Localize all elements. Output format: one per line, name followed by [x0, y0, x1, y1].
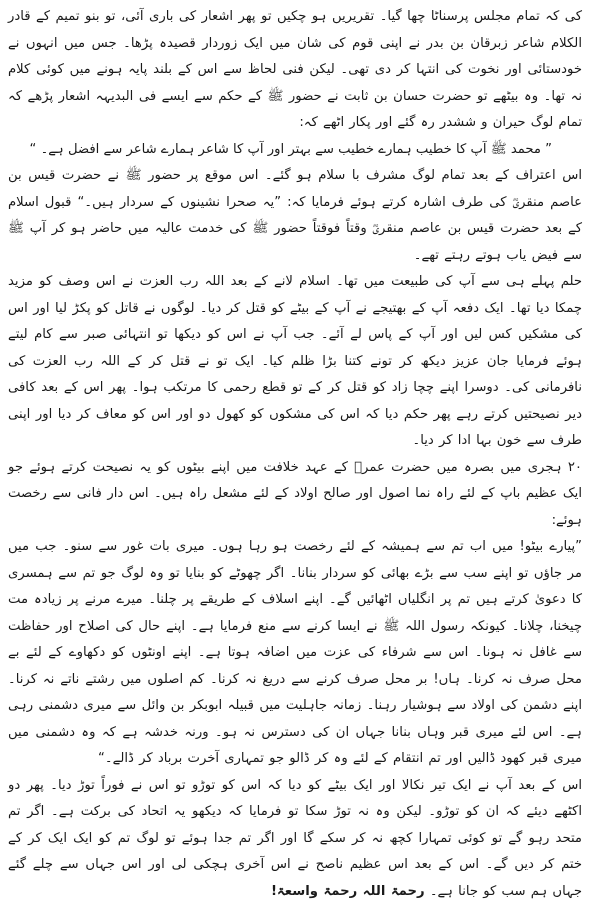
paragraph-final-advice-intro: ۲۰ ہجری میں بصرہ میں حضرت عمرؓ کے عہد خلافت میں اپنے بیٹوں کو یہ نصیحت کرتے ہوئے جو ایک عظیم باپ کے لئے راہ نما اصول اور صالح اولاد کے لئے مشعل راہ ہیں۔ اس دار فانی سے رخصت ہوئے:	[8, 455, 582, 535]
quote-tribe-acknowledgement: ” محمد ﷺ آپ کا خطیب ہمارے خطیب سے بہتر اور آپ کا شاعر ہمارے شاعر سے افضل ہے۔ “	[8, 137, 582, 164]
closing-prayer: رحمۃ اللہ رحمۃ واسعۃ!	[271, 884, 425, 899]
paragraph-arrows-lesson-text: اس کے بعد آپ نے ایک تیر نکالا اور ایک بیٹے کو دیا کہ اس کو توڑو تو اس نے فوراً توڑ دیا۔ پھر دو اکٹھے دیئے کہ ان کو توڑو۔ لیکن وہ نہ توڑ سکا تو فرمایا کہ دیکھو یہ اتحاد کی برکت ہے۔ اگر تم متحد رہو گے تو کوئی تمہارا کچھ نہ کر سکے گا اور اگر تم جدا ہوئے تو لوگ تم کو ایک ایک کر کے ختم کر دیں گے۔ اس کے بعد اس عظیم ناصح نے اس آخری ہچکی لی اور اس جہاں سے چلے گئے جہاں ہم سب کو جانا ہے۔	[8, 778, 582, 899]
quote-final-advice: ”پیارے بیٹو! میں اب تم سے ہمیشہ کے لئے رخصت ہو رہا ہوں۔ میری بات غور سے سنو۔ جب میں مر جاؤں تو اپنے سب سے بڑے بھائی کو سردار بنانا۔ اگر چھوٹے کو بنایا تو وہ لوگ جو تم سے ہمسری کا دعویٰ کرتے ہیں تم پر انگلیاں اٹھائیں گے۔ اپنے اسلاف کے طریقے پر چلنا۔ میرے مرنے پر زیادہ مت چیخنا، چلانا۔ کیونکہ رسول اللہ ﷺ نے ایسا کرنے سے منع فرمایا ہے۔ اپنے حال کی اصلاح اور حفاظت سے غافل نہ ہونا۔ اس سے شرفاء کی عزت میں اضافہ ہوتا ہے۔ اپنے اونٹوں کو دکھاوے کے لئے بے محل صرف نہ کرنا۔ ہاں! بر محل صرف کرنے سے دریغ نہ کرنا۔ کم اصلوں میں رشتے ناتے نہ کرنا۔ اپنے دشمن کی اولاد سے ہوشیار رہنا۔ زمانہ جاہلیت میں قبیلہ ابوبکر بن وائل سے میری دشمنی رہی ہے۔ اس لئے میری قبر وہاں بنانا جہاں ان کی دسترس نہ ہو۔ ورنہ خدشہ ہے کہ وہ دشمنی میں میری قبر کھود ڈالیں اور تم انتقام کے لئے وہ کر ڈالو جو تمہاری آخرت برباد کر ڈالے۔“	[8, 534, 582, 773]
paragraph-arrows-lesson	[8, 773, 582, 905]
paragraph-acceptance-of-islam: اس اعتراف کے بعد تمام لوگ مشرف با سلام ہو گئے۔ اس موقع پر حضور ﷺ نے حضرت قیس بن عاصم منقریؓ کی طرف اشارہ کرتے ہوئے فرمایا کہ: ”یہ صحرا نشینوں کے سردار ہیں۔“ قبول اسلام کے بعد حضرت قیس بن عاصم منقریؓ وقتاً فوقتاً حضور ﷺ کی خدمت عالیہ میں حاضر ہو کر آپ ﷺ سے فیض یاب ہوتے رہتے تھے۔	[8, 163, 582, 269]
paragraph-forbearance: حلم پہلے ہی سے آپ کی طبیعت میں تھا۔ اسلام لانے کے بعد اللہ رب العزت نے اس وصف کو مزید چمکا دیا تھا۔ ایک دفعہ آپ کے بھتیجے نے آپ کے بیٹے کو قتل کر دیا۔ لوگوں نے قاتل کو پکڑ لیا اور اس کی مشکیں کس لیں اور آپ کے پاس لے آئے۔ جب آپ نے اس کو دیکھا تو انتہائی صبر سے کام لیتے ہوئے فرمایا جان عزیز دیکھ کر تونے کتنا بڑا ظلم کیا۔ ایک تو نے قتل کر کے اللہ رب العزت کی نافرمانی کی۔ دوسرا اپنے چچا زاد کو قتل کر کے تو قطع رحمی کا مرتکب ہوا۔ پھر اس کے بعد کافی دیر نصیحتیں کرتے رہے پھر حکم دیا کہ اس کی مشکوں کو کھول دو اور اس کو معاف کر دیا اور اپنی طرف سے خون بہا ادا کر دیا۔	[8, 269, 582, 455]
paragraph-poetry-contest: کی کہ تمام مجلس پرسناٹا چھا گیا۔ تقریریں ہو چکیں تو پھر اشعار کی باری آئی، تو بنو تمیم کے قادر الکلام شاعر زبرقان بن بدر نے اپنی قوم کی شان میں ایک زوردار قصیدہ پڑھا۔ جس میں انہوں نے خودستائی اور نخوت کی انتہا کر دی تھی۔ لیکن فنی لحاظ سے اس کے بلند پایہ ہونے میں کوئی کلام نہ تھا۔ وہ بیٹھے تو حضرت حسان بن ثابت نے حضور ﷺ کے حکم سے ایسے فی البدیہہ اشعار پڑھے کہ تمام لوگ حیران و ششدر رہ گئے اور پکار اٹھے کہ:	[8, 4, 582, 137]
